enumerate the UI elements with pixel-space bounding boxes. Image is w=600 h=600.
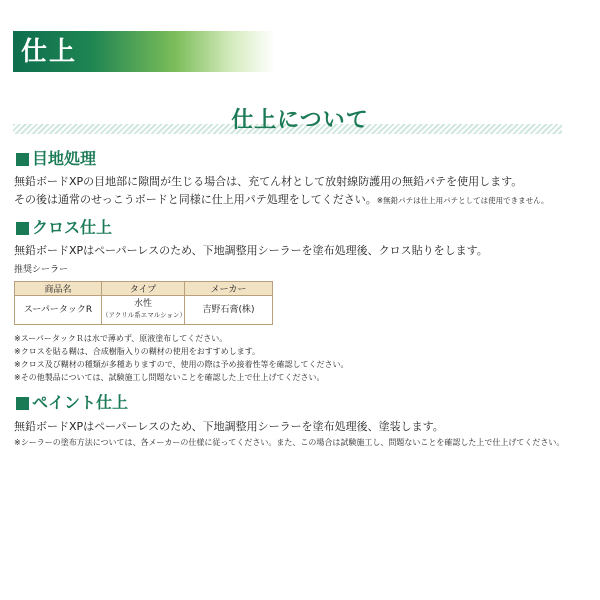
- table-cell-name: スーパータックR: [15, 296, 102, 325]
- table-header: タイプ: [102, 282, 185, 296]
- heading-square-icon: [16, 222, 29, 235]
- joint-heading: [16, 149, 96, 169]
- cloth-note: ※スーパータックＲは水で薄めず、原液塗布してください。: [14, 334, 228, 343]
- cloth-heading-text: クロス仕上: [32, 218, 113, 237]
- heading-square-icon: [16, 397, 29, 410]
- table-header: 商品名: [15, 282, 102, 296]
- table-header-row: [15, 282, 273, 296]
- joint-line-2-text: その後は通常のせっこうボードと同様に仕上用パテ処理をしてください。: [14, 193, 377, 206]
- type-main: 水性: [133, 299, 152, 309]
- joint-line-1: 無鉛ボードXPの目地部に隙間が生じる場合は、充てん材として放射線防護用の無鉛パテを使用します。: [14, 175, 523, 188]
- paint-line-1: 無鉛ボードXPはペーパーレスのため、下地調整用シーラーを塗布処理後、塗装します。: [14, 420, 444, 433]
- table-row: [15, 296, 273, 325]
- heading-square-icon: [16, 153, 29, 166]
- cloth-heading: [16, 218, 112, 238]
- section-title: 仕上について: [231, 108, 369, 133]
- paint-note: ※シーラーの塗布方法については、各メーカーの仕様に従ってください。また、この場合は試験施工し、問題ないことを確認した上で仕上げてください。: [14, 438, 565, 447]
- table-header: メーカー: [185, 282, 273, 296]
- table-cell-maker: 吉野石膏(株): [185, 296, 273, 325]
- cloth-note: ※クロス及び糊材の種類が多種ありますので、使用の際は予め接着性等を確認してください。: [14, 360, 349, 369]
- joint-line-2-note: ※無鉛パテは仕上用パテとしては使用できません。: [376, 196, 549, 205]
- page-title: 仕上: [21, 37, 78, 67]
- table-cell-type: [102, 296, 185, 325]
- cloth-line-1: 無鉛ボードXPはペーパーレスのため、下地調整用シーラーを塗布処理後、クロス貼りをします。: [14, 244, 488, 257]
- cloth-note: ※その他製品については、試験施工し問題ないことを確認した上で仕上げてください。: [14, 373, 325, 382]
- sealer-label: 推奨シーラー: [14, 265, 69, 275]
- paint-heading: [16, 393, 128, 413]
- cloth-note: ※クロスを貼る糊は、合成樹脂入りの糊材の使用をおすすめします。: [14, 347, 261, 356]
- sealer-table: [14, 281, 273, 325]
- joint-heading-text: 目地処理: [32, 149, 97, 168]
- joint-line-2: [14, 193, 549, 208]
- type-sub: （アクリル系エマルション）: [102, 311, 187, 319]
- paint-heading-text: ペイント仕上: [32, 393, 129, 412]
